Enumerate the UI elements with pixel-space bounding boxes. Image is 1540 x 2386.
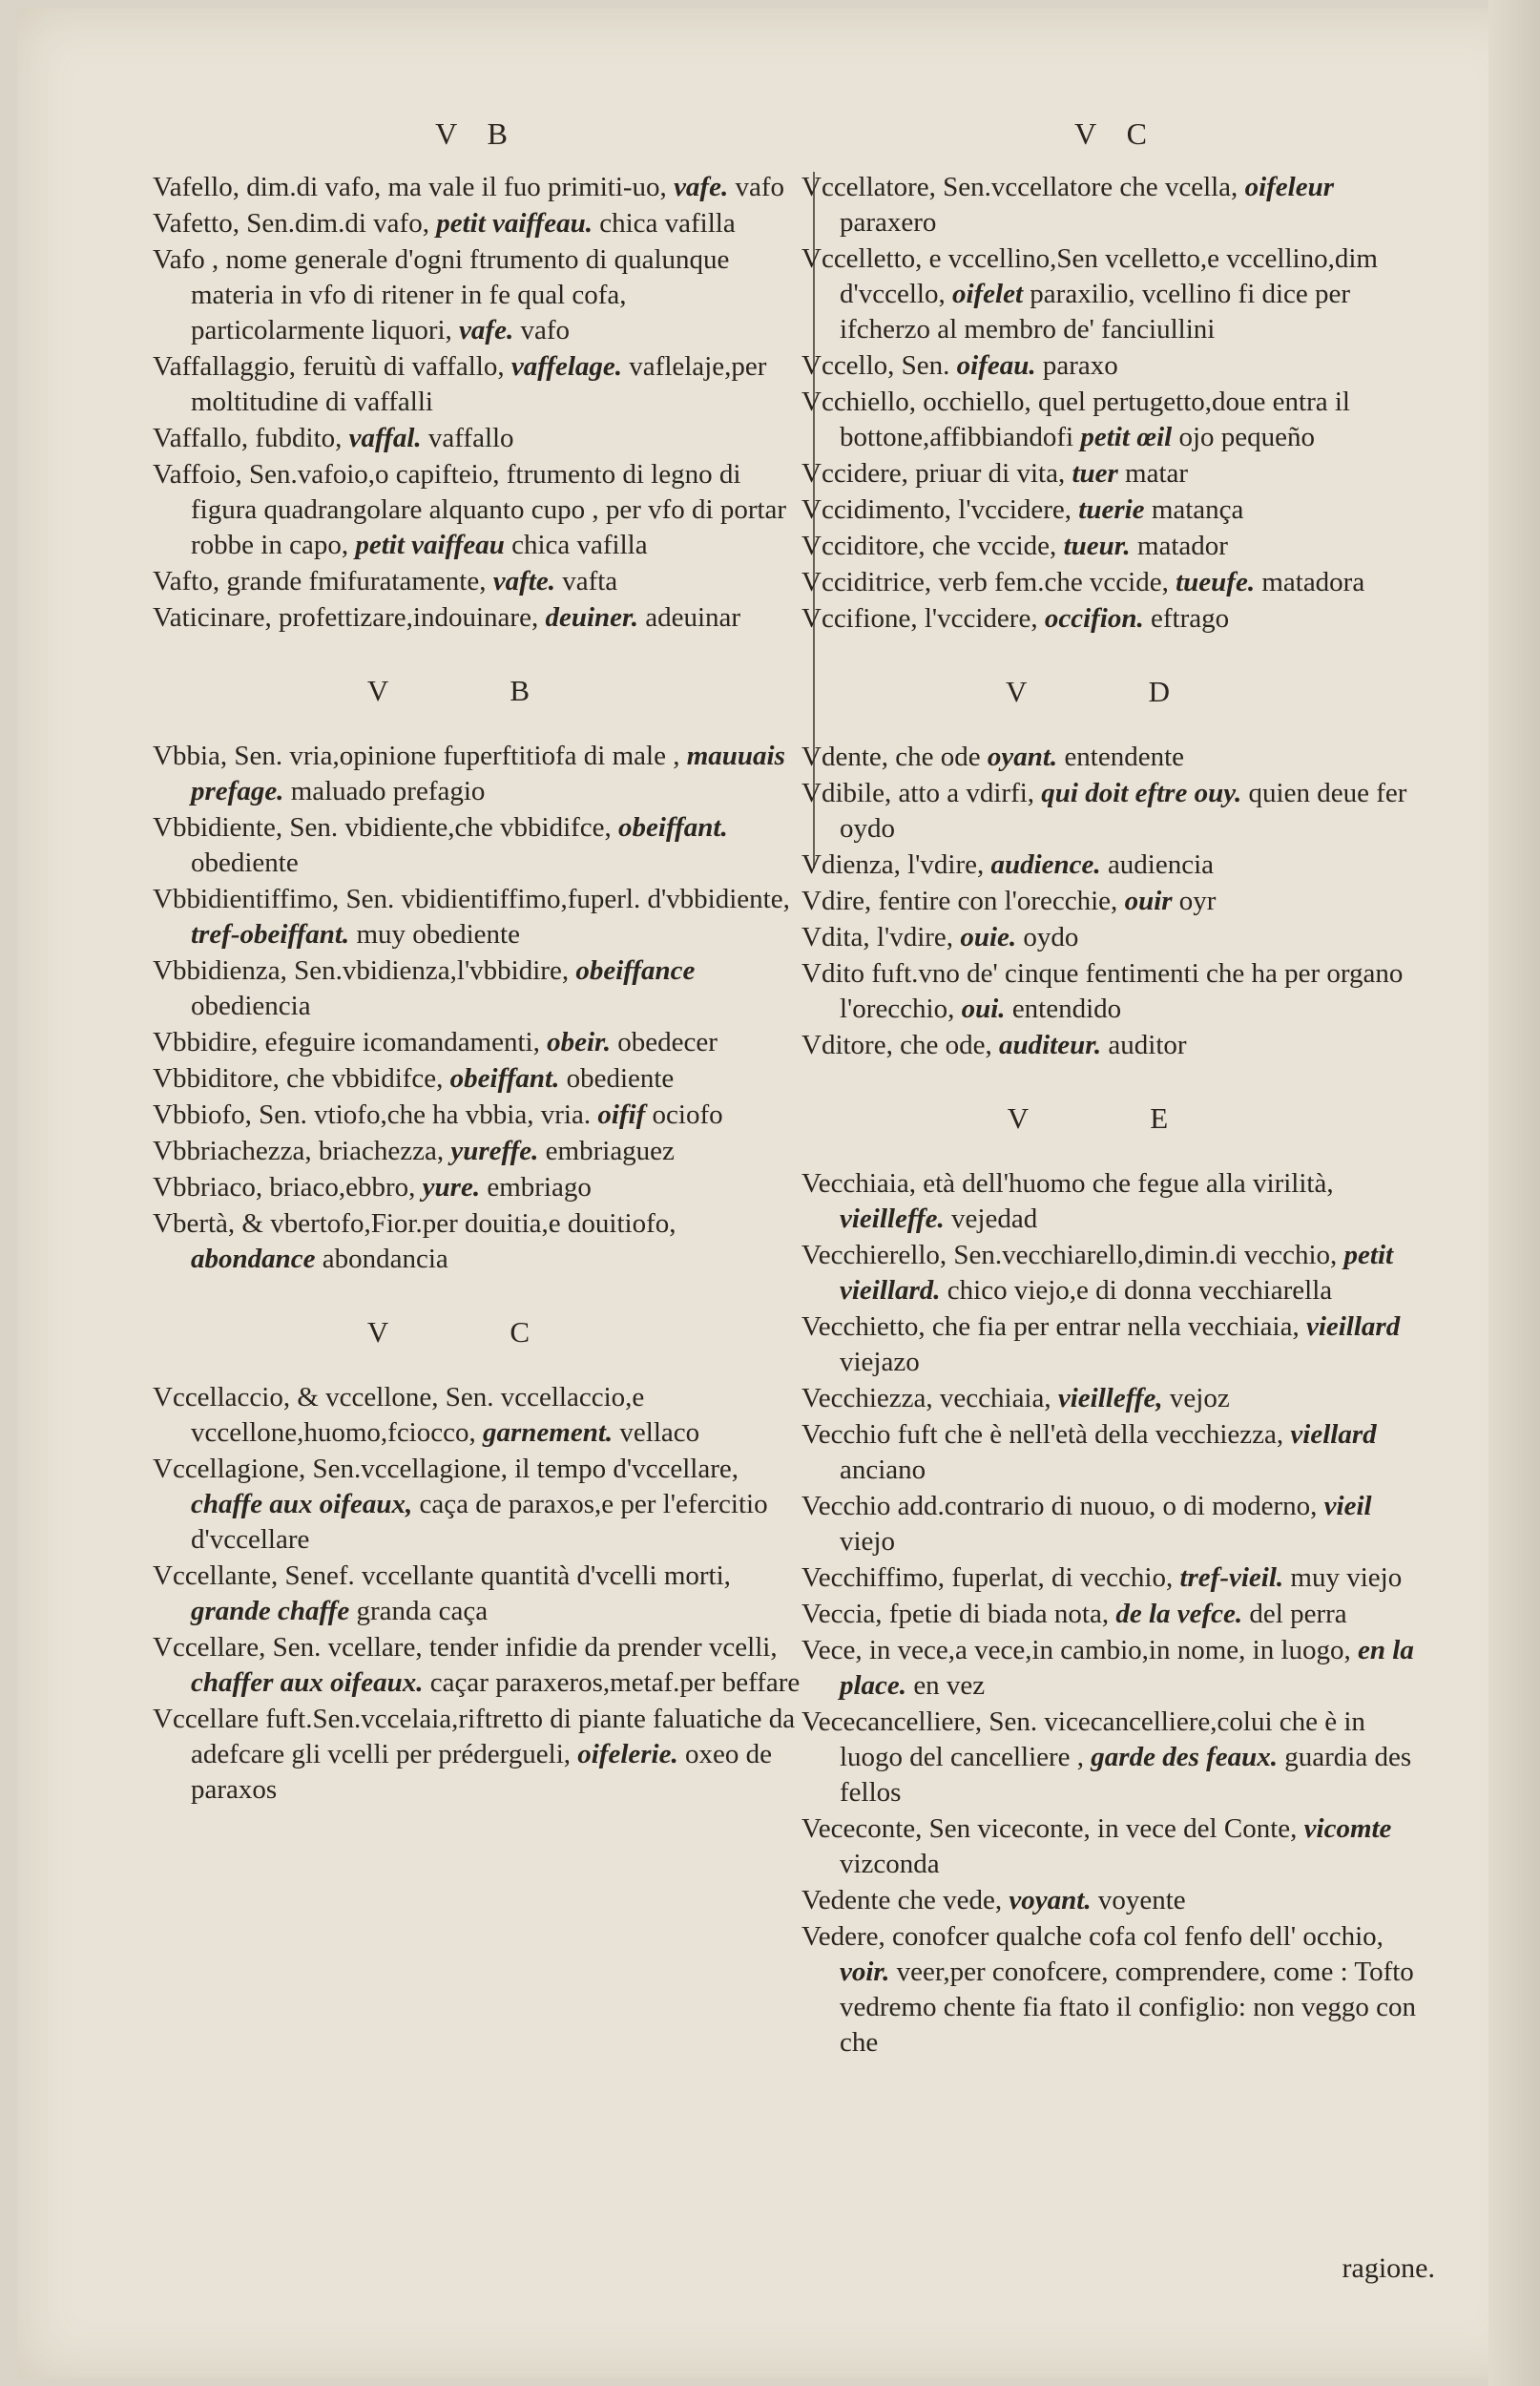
french-equivalent: tueufe. [1176, 567, 1256, 597]
dictionary-entry [153, 170, 801, 205]
french-equivalent: tref-vieil. [1179, 1562, 1284, 1593]
dictionary-entry [153, 242, 801, 348]
definition: occhiello, quel pertugetto,doue entra il bottone,affibbiandofi [840, 387, 1350, 452]
spanish-equivalent: paraxero [840, 207, 937, 238]
definition: che fia per entrar nella vecchiaia, [931, 1311, 1300, 1342]
catchword: ragione. [1342, 2252, 1435, 2284]
definition: Sen viceconte, in vece del Conte, [928, 1813, 1298, 1844]
french-equivalent: vieilleffe, [1057, 1383, 1163, 1413]
french-equivalent: petit œil [1080, 422, 1173, 452]
headword: Vccello, [801, 350, 895, 381]
definition: & vbertofo,Fior.per douitia,e douitiofo, [241, 1208, 676, 1239]
french-equivalent: audience. [990, 849, 1101, 880]
french-equivalent: oui. [961, 994, 1006, 1024]
spanish-equivalent: maluado prefagio [290, 776, 486, 806]
dictionary-entry [801, 1883, 1431, 1918]
definition: che ode, [900, 1030, 992, 1060]
headword: Vedente [801, 1885, 891, 1915]
definition: l'vccidere, [958, 494, 1072, 525]
dictionary-entry [153, 1061, 801, 1097]
headword: Vdienza, [801, 849, 901, 880]
section-heading: V C [366, 1315, 588, 1349]
spanish-equivalent: caçar paraxeros,metaf.per beffare [429, 1667, 801, 1698]
spanish-equivalent: audiencia [1107, 849, 1215, 880]
french-equivalent: vafe. [674, 172, 729, 202]
headword: Vbbidiente, [153, 812, 283, 843]
french-equivalent: yureffe. [450, 1136, 539, 1166]
headword: Vditore, [801, 1030, 893, 1060]
spanish-equivalent: paraxo [1042, 350, 1118, 381]
french-equivalent: viellard [1290, 1419, 1377, 1450]
french-equivalent: vieillard [1305, 1311, 1401, 1342]
spanish-equivalent: vafo [520, 315, 570, 345]
definition: fuperlat, di vecchio, [951, 1562, 1174, 1593]
spanish-equivalent: vejoz [1169, 1383, 1230, 1413]
spanish-equivalent: muy viejo [1290, 1562, 1403, 1593]
dictionary-entry [153, 349, 801, 420]
dictionary-entry [801, 348, 1431, 384]
headword: Vcchiello, [801, 387, 916, 417]
spanish-equivalent: obediencia [191, 991, 311, 1021]
french-equivalent: auditeur. [998, 1030, 1102, 1060]
dictionary-entry [801, 1811, 1431, 1882]
definition: Sen.vecchiarello,dimin.di vecchio, [953, 1240, 1338, 1270]
french-equivalent: oyant. [987, 742, 1058, 772]
definition: vecchiaia, [939, 1383, 1051, 1413]
spanish-equivalent: embriago [487, 1172, 592, 1203]
definition: Senef. vccellante quantità d'vcelli morti, [284, 1560, 731, 1591]
dictionary-entry [153, 1380, 801, 1451]
definition: dim.di vafo, ma vale il fuo primiti-uo, [246, 172, 667, 202]
french-equivalent: qui doit eftre ouy. [1041, 778, 1242, 808]
headword: Vecchietto, [801, 1311, 926, 1342]
headword: Vaticinare, [153, 602, 272, 633]
headword: Vdibile, [801, 778, 892, 808]
french-equivalent: oifelet [951, 279, 1024, 309]
headword: Vccellare [153, 1704, 260, 1734]
dictionary-entry [801, 241, 1431, 347]
dictionary-entry [801, 565, 1431, 600]
french-equivalent: tuer [1072, 458, 1118, 489]
definition: fubdito, [255, 423, 343, 453]
spanish-equivalent: vaflelaje,per moltitudine di vaffalli [191, 351, 767, 417]
spanish-equivalent: ojo pequeño [1178, 422, 1316, 452]
definition: Sen.vbidienza,l'vbbidire, [294, 955, 570, 986]
definition: verb fem.che vccide, [938, 567, 1169, 597]
french-equivalent: vafte. [492, 566, 555, 596]
headword: Vccellaccio, [153, 1382, 291, 1413]
french-equivalent: obeiffant. [618, 812, 728, 843]
spanish-equivalent: entendente [1064, 742, 1185, 772]
french-equivalent: de la vefce. [1115, 1599, 1243, 1629]
headword: Vafto, [153, 566, 220, 596]
dictionary-entry [801, 884, 1431, 919]
headword: Vdente, [801, 742, 888, 772]
definition: che vbbidifce, [286, 1063, 444, 1094]
dictionary-entry [153, 1630, 801, 1701]
spanish-equivalent: adeuinar [645, 602, 741, 633]
french-equivalent: tuerie [1078, 494, 1145, 525]
spanish-equivalent: oyr [1178, 886, 1217, 916]
dictionary-entry [801, 1919, 1431, 2061]
dictionary-entry [801, 1166, 1431, 1237]
spanish-equivalent: muy obediente [356, 919, 520, 950]
definition: che vccide, [931, 531, 1057, 561]
dictionary-entry [801, 848, 1431, 883]
definition: Sen. vbidiente,che vbbidifce, [289, 812, 612, 843]
definition: fuft.Sen.vccelaia,riftretto di piante faluatiche da adefcare gli vcelli per prédergueli, [191, 1704, 796, 1769]
definition: Sen.vccellagione, il tempo d'vccellare, [312, 1454, 739, 1484]
french-equivalent: oifeau. [956, 350, 1036, 381]
spanish-equivalent: matança [1151, 494, 1244, 525]
spanish-equivalent: chica vafilla [511, 530, 648, 560]
definition: Sen. [901, 350, 950, 381]
headword: Vececonte, [801, 1813, 923, 1844]
definition: & vccellone, Sen. vccellaccio,e vccellone,huomo,fciocco, [191, 1382, 645, 1448]
french-equivalent: oifif [597, 1099, 646, 1130]
french-equivalent: voyant. [1009, 1885, 1092, 1915]
definition: grande fmifuratamente, [226, 566, 487, 596]
french-equivalent: garnement. [483, 1417, 614, 1448]
dictionary-entry [801, 956, 1431, 1027]
headword: Vdito [801, 958, 865, 989]
definition: briachezza, [318, 1136, 445, 1166]
definition: Sen. vria,opinione fuperftitiofa di male , [234, 741, 680, 771]
spanish-equivalent: obediente [191, 848, 299, 878]
french-equivalent: vieil [1323, 1491, 1372, 1521]
headword: Vbbriachezza, [153, 1136, 312, 1166]
spanish-equivalent: ociofo [652, 1099, 723, 1130]
definition: profettizare,indouinare, [279, 602, 539, 633]
definition: età dell'huomo che fegue alla virilità, [923, 1168, 1334, 1199]
dictionary-entry [801, 456, 1431, 492]
dictionary-entry [153, 1702, 801, 1808]
definition: atto a vdirfi, [898, 778, 1035, 808]
definition: nome generale d'ogni ftrumento di qualunque materia in vfo di ritener in fe qual cofa, particolarmente liquori, [191, 244, 730, 345]
definition: Sen. vcellare, tender infidie da prender vcelli, [272, 1632, 778, 1663]
dictionary-entry [801, 776, 1431, 847]
definition: efeguire icomandamenti, [264, 1027, 540, 1057]
dictionary-entry [153, 1452, 801, 1558]
dictionary-entry [153, 1134, 801, 1169]
headword: Vcciditore, [801, 531, 926, 561]
definition: Sen.dim.di vafo, [246, 208, 429, 239]
dictionary-entry [153, 882, 801, 952]
spanish-equivalent: anciano [840, 1455, 926, 1485]
headword: Vbbriaco, [153, 1172, 263, 1203]
running-header: V C [1074, 116, 1158, 151]
headword: Vccelletto, [801, 243, 923, 274]
dictionary-entry [153, 739, 801, 809]
headword: Vbbidientiffimo, [153, 884, 340, 914]
headword: Vbbiditore, [153, 1063, 280, 1094]
definition: l'vccidere, [924, 603, 1038, 634]
definition: che vede, [897, 1885, 1003, 1915]
headword: Vaffallaggio, [153, 351, 297, 382]
dictionary-entry [153, 1559, 801, 1629]
french-equivalent: tref-obeiffant. [191, 919, 350, 950]
french-equivalent: petit vaiffeau [355, 530, 505, 560]
french-equivalent: obeiffant. [449, 1063, 560, 1094]
french-equivalent: obeir. [547, 1027, 611, 1057]
headword: Vccellagione, [153, 1454, 306, 1484]
spanish-equivalent: vejedad [951, 1203, 1038, 1234]
headword: Veccia, [801, 1599, 883, 1629]
headword: Vafetto, [153, 208, 239, 239]
french-equivalent: yure. [422, 1172, 481, 1203]
spanish-equivalent: del perra [1249, 1599, 1347, 1629]
french-equivalent: vaffelage. [510, 351, 623, 382]
dictionary-entry [801, 1489, 1431, 1559]
headword: Vecchiffimo, [801, 1562, 946, 1593]
definition: Sen. vbidientiffimo,fuperl. d'vbbidiente, [345, 884, 790, 914]
dictionary-entry [153, 457, 801, 563]
dictionary-entry [801, 920, 1431, 955]
spanish-equivalent: granda caça [356, 1596, 489, 1626]
spanish-equivalent: obedecer [617, 1027, 718, 1057]
headword: Vdita, [801, 922, 870, 952]
headword: Vccellatore, [801, 172, 936, 202]
dictionary-entry [801, 740, 1431, 775]
definition: fpetie di biada nota, [888, 1599, 1110, 1629]
headword: Vcciditrice, [801, 567, 932, 597]
dictionary-entry [153, 953, 801, 1024]
spanish-equivalent: oydo [1023, 922, 1079, 952]
definition: Sen.vccellatore che vcella, [943, 172, 1238, 202]
dictionary-entry [801, 1633, 1431, 1704]
spanish-equivalent: matar [1125, 458, 1189, 489]
dictionary-entry [801, 601, 1431, 637]
spanish-equivalent: oxeo de paraxos [191, 1739, 772, 1805]
definition: fuft.vno de' cinque fentimenti che ha per organo l'orecchio, [840, 958, 1404, 1024]
spanish-equivalent: entendido [1011, 994, 1122, 1024]
definition: che ode [895, 742, 981, 772]
dictionary-entry [801, 170, 1431, 241]
french-equivalent: oifelerie. [577, 1739, 678, 1769]
definition: l'vdire, [876, 922, 954, 952]
definition: Sen.vafoio,o capifteio, ftrumento di legno di figura quadrangolare alquanto cupo , per vfo di portar robbe in capo, [191, 459, 787, 560]
right-column [801, 105, 1431, 2062]
dictionary-entry [801, 1560, 1431, 1596]
dictionary-entry [801, 1028, 1431, 1063]
spanish-equivalent: en vez [913, 1670, 986, 1701]
headword: Vbbidire, [153, 1027, 259, 1057]
headword: Vbbia, [153, 741, 228, 771]
french-equivalent: deuiner. [545, 602, 638, 633]
headword: Vccellante, [153, 1560, 279, 1591]
french-equivalent: chaffer aux oifeaux. [191, 1667, 424, 1698]
headword: Vafello, [153, 172, 239, 202]
spanish-equivalent: guardia des fellos [840, 1742, 1412, 1808]
spanish-equivalent: matador [1136, 531, 1228, 561]
dictionary-entry [153, 810, 801, 881]
dictionary-entry [801, 1381, 1431, 1416]
dictionary-entry [801, 1597, 1431, 1632]
spanish-equivalent: caça de paraxos,e per l'efercitio d'vccellare [191, 1489, 768, 1555]
headword: Vecchiaia, [801, 1168, 916, 1199]
dictionary-entry [153, 1170, 801, 1205]
definition: fentire con l'orecchie, [878, 886, 1118, 916]
headword: Vccidere, [801, 458, 908, 489]
spanish-equivalent: viejazo [840, 1347, 920, 1377]
definition: briaco,ebbro, [269, 1172, 416, 1203]
headword: Vececancelliere, [801, 1706, 983, 1737]
french-equivalent: petit vaiffeau. [436, 208, 593, 239]
spanish-equivalent: auditor [1108, 1030, 1187, 1060]
headword: Vbbiofo, [153, 1099, 252, 1130]
definition: Sen. vicecancelliere,colui che è in luogo del cancelliere , [840, 1706, 1365, 1772]
french-equivalent: mauuais prefage. [191, 741, 785, 806]
spanish-equivalent: embriaguez [545, 1136, 675, 1166]
french-equivalent: vicomte [1303, 1813, 1392, 1844]
french-equivalent: oifeleur [1244, 172, 1334, 202]
french-equivalent: ouie. [960, 922, 1017, 952]
definition: priuar di vita, [915, 458, 1066, 489]
french-equivalent: chaffe aux oifeaux, [191, 1489, 413, 1519]
definition: Sen. vtiofo,che ha vbbia, vria. [259, 1099, 592, 1130]
section-heading: V B [366, 674, 588, 707]
definition: l'vdire, [907, 849, 985, 880]
headword: Vecchio [801, 1491, 891, 1521]
spanish-equivalent: vafta [562, 566, 618, 596]
french-equivalent: occifion. [1044, 603, 1144, 634]
french-equivalent: vafe. [459, 315, 514, 345]
dictionary-entry [153, 1098, 801, 1133]
headword: Vafo , [153, 244, 219, 275]
spanish-equivalent: matadora [1261, 567, 1365, 597]
french-equivalent: tueur. [1063, 531, 1131, 561]
definition: e vccellino,Sen vcelletto,e vccellino,dim d'vccello, [840, 243, 1378, 309]
headword: Vedere, [801, 1921, 885, 1952]
spanish-equivalent: vizconda [840, 1849, 940, 1879]
dictionary-entry [801, 492, 1431, 528]
dictionary-entry [801, 1238, 1431, 1308]
dictionary-entry [801, 1417, 1431, 1488]
spanish-equivalent: vafo [735, 172, 784, 202]
headword: Vdire, [801, 886, 872, 916]
definition: add.contrario di nuouo, o di moderno, [897, 1491, 1318, 1521]
french-equivalent: ouir [1124, 886, 1173, 916]
spanish-equivalent: viejo [840, 1526, 895, 1557]
french-equivalent: garde des feaux. [1091, 1742, 1279, 1772]
headword: Vecchierello, [801, 1240, 947, 1270]
dictionary-entry [801, 1705, 1431, 1810]
definition: fuft che è nell'età della vecchiezza, [897, 1419, 1284, 1450]
headword: Vaffallo, [153, 423, 249, 453]
dictionary-entry [153, 206, 801, 241]
running-header: V B [435, 116, 519, 151]
section-heading: V D [1006, 675, 1227, 708]
headword: Vccifione, [801, 603, 918, 634]
headword: Vecchiezza, [801, 1383, 933, 1413]
dictionary-entry [153, 564, 801, 599]
spanish-equivalent: abondancia [322, 1244, 448, 1274]
headword: Vece, [801, 1635, 863, 1665]
headword: Vecchio [801, 1419, 891, 1450]
french-equivalent: obeiffance [575, 955, 696, 986]
spanish-equivalent: quien deue fer oydo [840, 778, 1407, 844]
french-equivalent: en la place. [840, 1635, 1414, 1701]
headword: Vaffoio, [153, 459, 242, 490]
spanish-equivalent: voyente [1097, 1885, 1186, 1915]
section-heading: V E [1007, 1101, 1226, 1135]
definition: feruitù di vaffallo, [302, 351, 505, 382]
headword: Vbbidienza, [153, 955, 287, 986]
spanish-equivalent: vaffallo [427, 423, 514, 453]
french-equivalent: grande chaffe [191, 1596, 350, 1626]
french-equivalent: voir. [840, 1957, 890, 1987]
spanish-equivalent: veer,per conofcere, comprendere, come : Tofto vedremo chente fia ftato il configlio: non veggo con che [840, 1957, 1416, 2058]
dictionary-entry [153, 1206, 801, 1277]
headword: Vccidimento, [801, 494, 952, 525]
dictionary-entry [801, 529, 1431, 564]
dictionary-entry [153, 1025, 801, 1060]
spanish-equivalent: chico viejo,e di donna vecchiarella [947, 1275, 1333, 1306]
spanish-equivalent: eftrago [1150, 603, 1230, 634]
dictionary-entry [153, 600, 801, 636]
french-equivalent: vaffal. [348, 423, 422, 453]
dictionary-entry [801, 1309, 1431, 1380]
headword: Vbertà, [153, 1208, 236, 1239]
spanish-equivalent: chica vafilla [599, 208, 736, 239]
spanish-equivalent: vellaco [619, 1417, 700, 1448]
french-equivalent: abondance [191, 1244, 316, 1274]
spanish-equivalent: paraxilio, vcellino fi dice per ifcherzo al membro de' fanciullini [840, 279, 1351, 345]
french-equivalent: petit vieillard. [840, 1240, 1394, 1306]
french-equivalent: vieilleffe. [840, 1203, 945, 1234]
dictionary-entry [801, 385, 1431, 455]
spanish-equivalent: obediente [566, 1063, 675, 1094]
dictionary-entry [153, 421, 801, 456]
headword: Vccellare, [153, 1632, 266, 1663]
definition: in vece,a vece,in cambio,in nome, in luogo, [868, 1635, 1351, 1665]
definition: conofcer qualche cofa col fenfo dell' occhio, [892, 1921, 1384, 1952]
left-column [153, 105, 801, 1809]
page-edge [1488, 0, 1540, 2386]
